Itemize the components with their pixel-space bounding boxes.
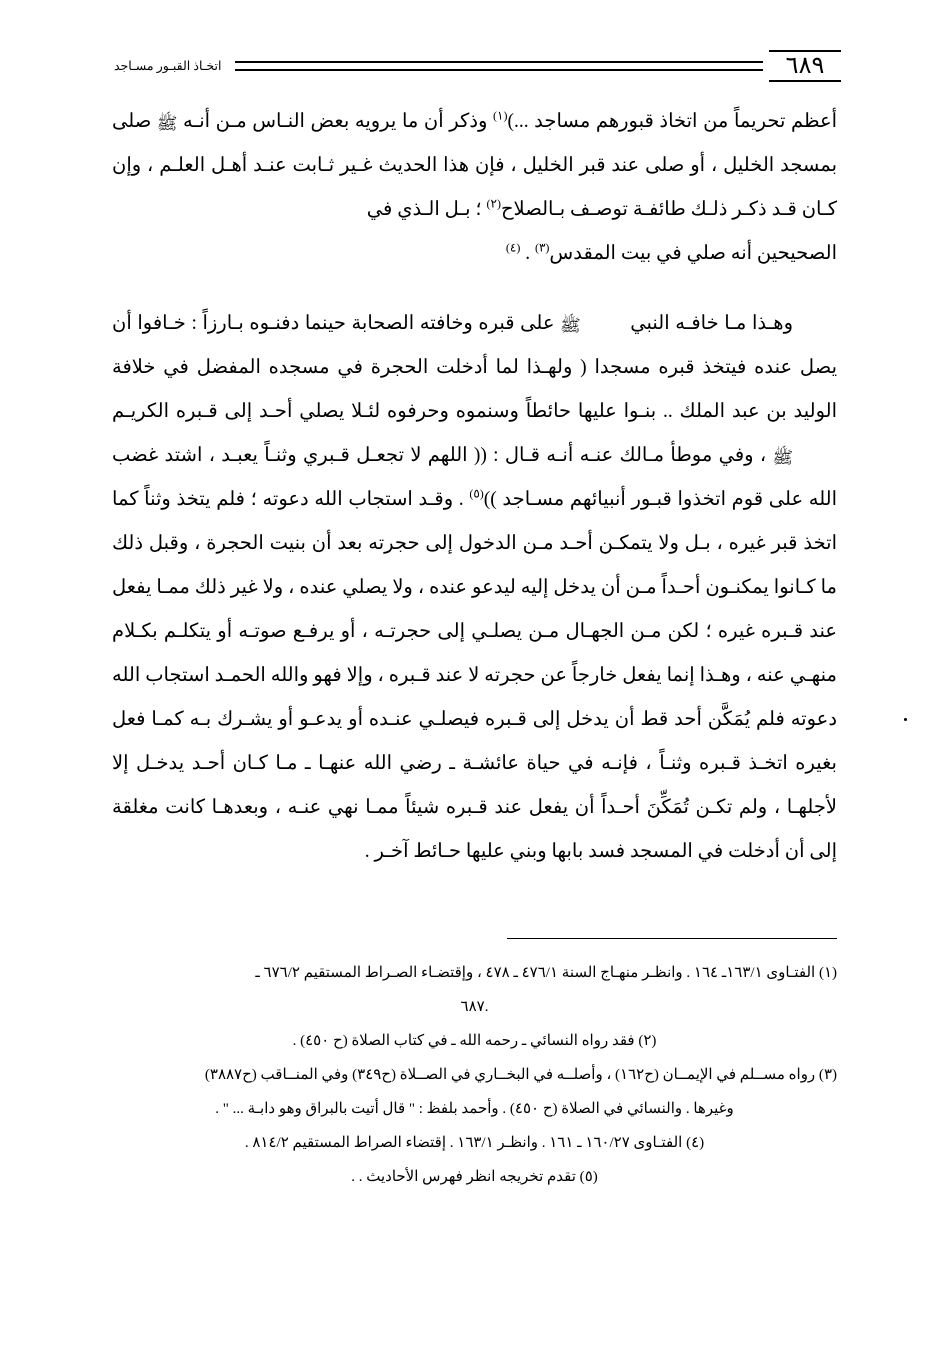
- footnote-item: [112, 1128, 837, 1158]
- paragraph-one-last-line: [112, 232, 837, 276]
- footnote-ref-3: (٣): [534, 240, 550, 255]
- par1-line3: أهـل العلـم ، وإن كـان قـد ذكـر ذلـك طائفـة توصـف بـالصلاح: [112, 155, 837, 220]
- par2-line9: لكن مـن الجهـال مـن يصلـي إلى حجرتـه ، أو يرفـع صوتـه أو يتكلـم بكـلام منهـي: [112, 621, 837, 686]
- par2-line2: أن يصل عنده فيتخذ قبره مسجدا ( ولهـذا لما أدخلت الحجرة في مسجده المفضل في: [112, 313, 838, 378]
- sallallahu-alayhi-wasallam-icon: ﷺ: [156, 114, 178, 133]
- sallallahu-alayhi-wasallam-icon-2: ﷺ: [560, 316, 581, 335]
- paragraph-two: [112, 302, 837, 874]
- par2-line14: كانت مغلقة إلى أن أدخلت في المسجد فسد بابها وبني عليها حـائط آخـر .: [112, 797, 837, 862]
- paragraph-one: [112, 100, 837, 232]
- par2-line7: الدخول إلى حجرته بعد أن بنيت الحجرة ، وقبل ذلك ما كـانوا يمكنـون أحـداً مـن أن: [112, 533, 837, 598]
- par2-line5: يعبـد ، اشتد غضب الله على قوم اتخذوا قبـور أنبيائهم مسـاجد )): [112, 445, 838, 510]
- footnote-item: [112, 1060, 837, 1090]
- par2-line13: يدخـل إلا لأجلهـا ، ولم تكـن تُمَكِّنَ أحـداً أن يفعل عند قـبره شيئاً ممـا نهي عنـه ، وبعدهـا: [112, 753, 837, 818]
- par2-line4a: قـبره الكريـم: [112, 401, 218, 422]
- footnote-item: [112, 1026, 837, 1056]
- page-body: [112, 100, 837, 874]
- footnote-ref-4: (٤): [505, 240, 521, 255]
- footnote-1-continuation: [112, 992, 837, 1022]
- footnote-item: [112, 958, 837, 988]
- sallallahu-alayhi-wasallam-icon-3: ﷺ: [772, 448, 793, 467]
- par2-line10: عنه ، وهـذا إنما يفعل خارجاً عن حجرته لا عند قـبره ، وإلا فهو والله الحمـد استجاب: [145, 665, 785, 686]
- par1-line2: صلى بمسجد الخليل ، أو صلى عند قبر الخليل ، فإن هذا الحديث غـير ثـابت عنـد: [112, 111, 837, 176]
- footnote-item: [112, 1162, 837, 1192]
- page-number-text: ٦٨٩: [782, 54, 829, 78]
- margin-ink-dot: [904, 718, 907, 721]
- page-header: [108, 44, 841, 88]
- footnotes-block: [112, 958, 837, 1196]
- footnote-3-line-2: وغيرها . والنسائي في الصلاة (ح ٤٥٠) . وأحمد بلفظ : " قال أتيت بالبراق وهو دابـة ... " .: [215, 1101, 734, 1117]
- footnote-1-line-1: (١) الفتـاوى ١٦٣/١ـ ١٦٤ . وانظـر منهـاج السنة ٤٧٦/١ ـ ٤٧٨ ، وإقتضـاء الصـراط المستقيم ٦٧٦/٢ ـ: [255, 965, 837, 981]
- footnote-ref-2: (٢): [486, 196, 501, 211]
- header-divider-rule: [235, 61, 763, 71]
- running-title: اتخـاذ القبـور مسـاجد: [108, 58, 235, 74]
- par2-line4b: ، وفي موطأ مـالك عنـه أنـه قـال : (( اللهم لا تجعـل قـبري وثنـاً: [264, 445, 773, 466]
- par2-line1: على قبره وخافته الصحابة حينما دفنـوه بـارزاً : خـافوا: [137, 313, 561, 334]
- par2-line11: الله دعوته فلم يُمَكَّن أحد قط أن يدخل إلى قـبره فيصلـي عنـده أو يدعـو أو يشـرك بـه: [112, 665, 837, 730]
- footnote-5-line-1: (٥) تقدم تخريجه انظر فهرس الأحاديث . .: [351, 1169, 598, 1185]
- par1-line1-cont: وذكر أن ما يرويه بعض النـاس مـن أنـه: [183, 111, 494, 132]
- par2-line8: يدخل إليه ليدعو عنده ، ولا يصلي عنده ، ولا غير ذلك ممـا يفعل عند قـبره غيره ؛: [112, 577, 838, 642]
- footnote-ref-5: (٥): [469, 486, 484, 501]
- footnote-3-continuation: [112, 1094, 837, 1124]
- par2-line3: خلافة الوليد بن عبد الملك .. بنـوا عليها حائطاً وسنموه وحرفوه لئـلا يصلي أحـد إلى: [112, 357, 838, 422]
- par2-line12: كمـا فعل بغيره اتخـذ قـبره وثنـاً ، فإنـه في حياة عائشـة ـ رضي الله عنهـا ـ مـا كـان أحـد: [112, 709, 837, 774]
- par1-line4: الصحيحين أنه صلي في بيت المقدس: [549, 243, 837, 264]
- par2-line6: الله دعوته ؛ فلم يتخذ وثناً كما اتخذ قبر غيره ، بـل ولا يتمكـن أحـد مـن: [112, 489, 838, 554]
- page-number: [769, 46, 841, 86]
- footnote-separator: [507, 938, 837, 939]
- par1-line1-text: أعظم تحريماً من اتخاذ قبورهم مساجد ...): [507, 111, 837, 132]
- footnote-3-line-1: (٣) رواه مســلم في الإيمــان (ح١٦٢) ، وأصلــه في البخــاري في الصــلاة (ح٣٤٩) وفي المنــاقب (ح٣٨٨٧): [204, 1067, 837, 1083]
- par1-line4-dot: .: [520, 243, 535, 264]
- par1-line3-cont: ؛ بـل الـذي في: [366, 199, 487, 220]
- footnote-2-line-1: (٢) فقد رواه النسائي ـ رحمه الله ـ في كتاب الصلاة (ح ٤٥٠) .: [292, 1033, 657, 1049]
- footnote-1-line-2: .٦٨٧: [460, 999, 489, 1015]
- par2-open: وهـذا مـا خافـه النبي: [624, 313, 794, 334]
- par2-line5-cont: . وقـد استجاب: [348, 489, 470, 510]
- footnote-4-line-1: (٤) الفتـاوى ١٦٠/٢٧ ـ ١٦١ . وانظـر ١٦٣/١ . إقتضاء الصراط المستقيم ٨١٤/٢ .: [244, 1135, 705, 1151]
- footnote-ref-1: (١): [493, 108, 508, 123]
